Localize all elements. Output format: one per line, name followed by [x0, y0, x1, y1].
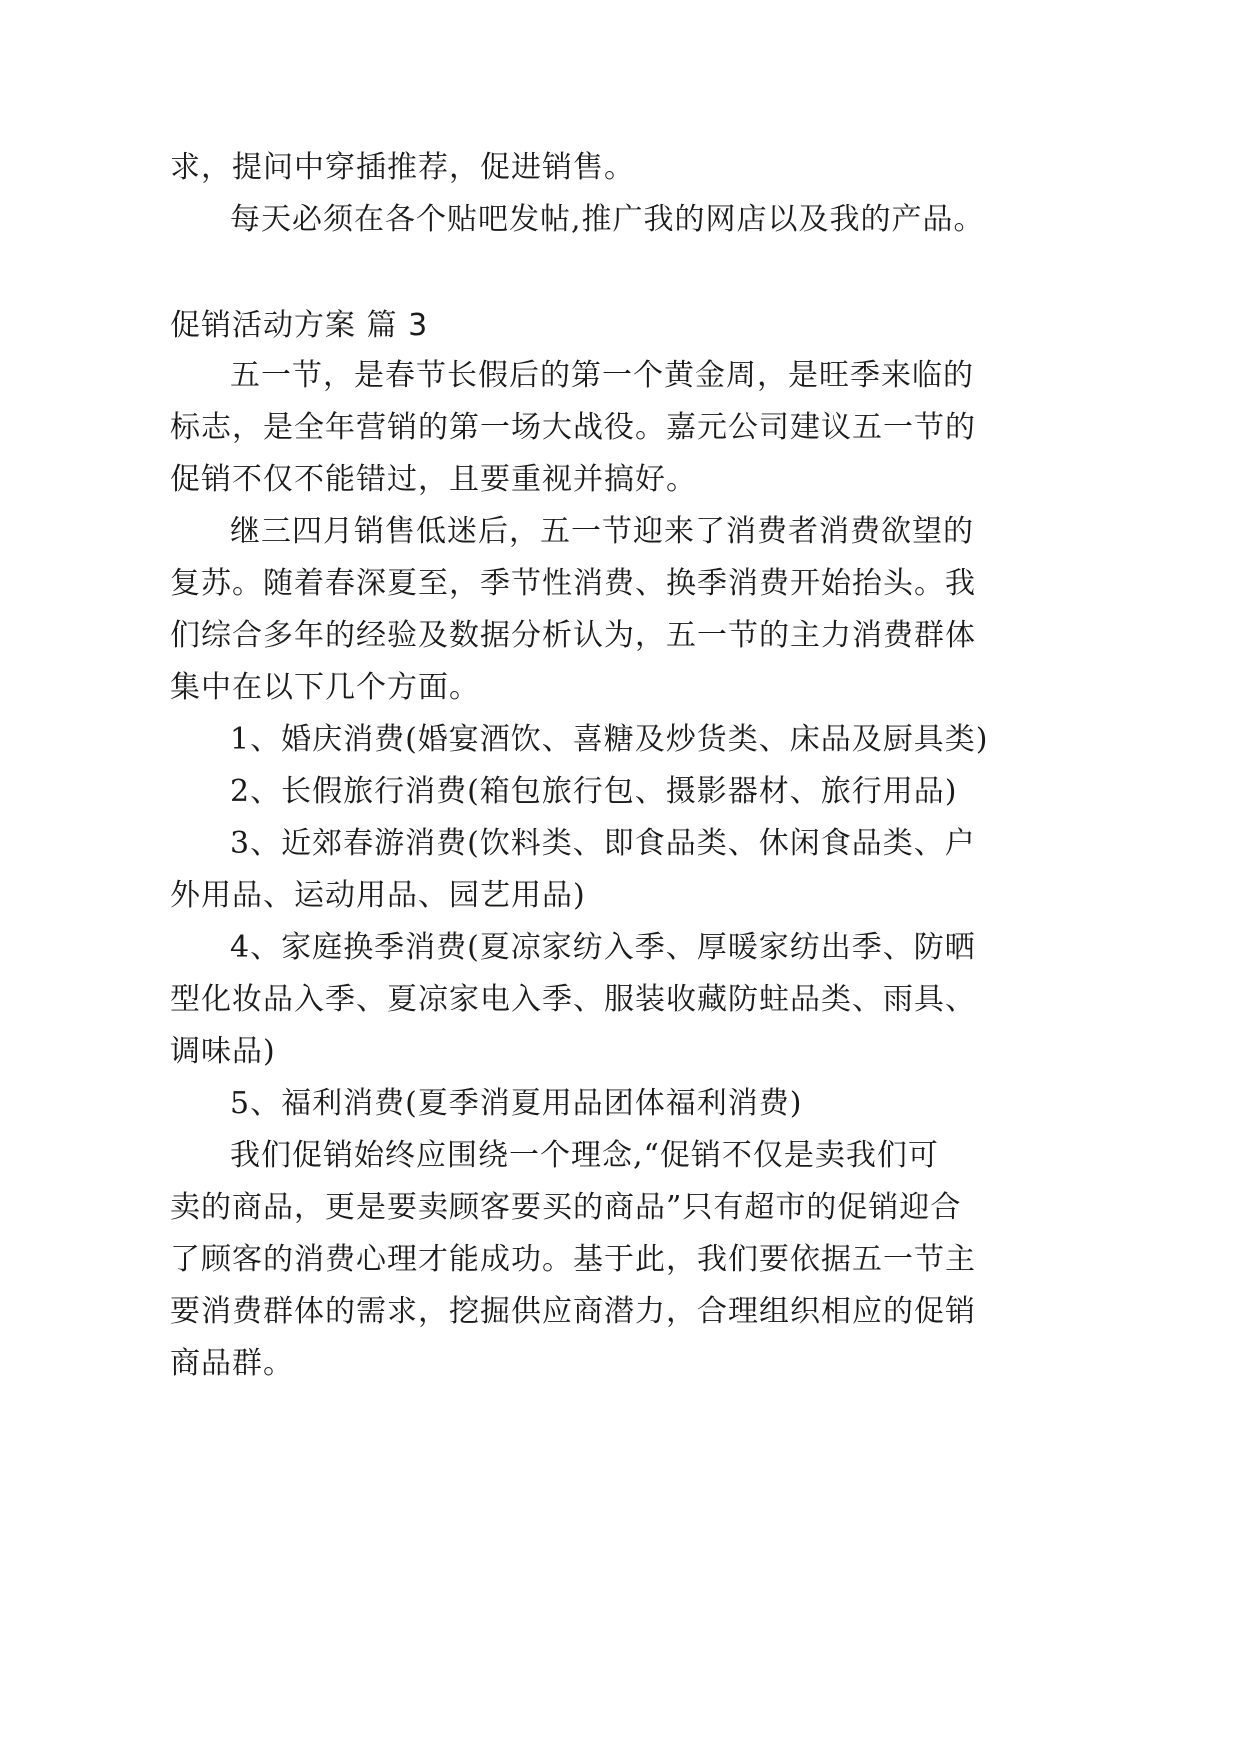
- text-line: 五一节，是春节长假后的第一个黄金周，是旺季来临的: [230, 358, 974, 393]
- text-line: 外用品、运动用品、园艺用品): [170, 878, 586, 913]
- text-line: 每天必须在各个贴吧发帖,推广我的网店以及我的产品。: [230, 202, 985, 237]
- text-line: 们综合多年的经验及数据分析认为，五一节的主力消费群体: [170, 618, 976, 653]
- text-line: 标志，是全年营销的第一场大战役。嘉元公司建议五一节的: [170, 410, 976, 445]
- text-line: 要消费群体的需求，挖掘供应商潜力，合理组织相应的促销: [170, 1294, 976, 1329]
- list-item: 3、近郊春游消费(饮料类、即食品类、休闲食品类、户: [230, 826, 976, 861]
- text-line: 了顾客的消费心理才能成功。基于此，我们要依据五一节主: [170, 1242, 976, 1277]
- text-line: 调味品): [170, 1034, 276, 1069]
- list-item: 5、福利消费(夏季消夏用品团体福利消费): [230, 1086, 803, 1121]
- text-line: 复苏。随着春深夏至，季节性消费、换季消费开始抬头。我: [170, 566, 976, 601]
- text-line: 商品群。: [170, 1346, 294, 1381]
- text-line: 求，提问中穿插推荐，促进销售。: [170, 150, 635, 185]
- text-line: 继三四月销售低迷后，五一节迎来了消费者消费欲望的: [230, 514, 974, 549]
- text-line: 卖的商品，更是要卖顾客要买的商品”只有超市的促销迎合: [170, 1190, 962, 1225]
- list-item: 4、家庭换季消费(夏凉家纺入季、厚暖家纺出季、防晒: [230, 930, 976, 965]
- text-line: 我们促销始终应围绕一个理念,“促销不仅是卖我们可: [230, 1138, 939, 1173]
- text-line: 型化妆品入季、夏凉家电入季、服装收藏防蛀品类、雨具、: [170, 982, 976, 1017]
- text-line: 集中在以下几个方面。: [170, 670, 480, 705]
- text-line: 促销不仅不能错过，且要重视并搞好。: [170, 462, 697, 497]
- list-item: 2、长假旅行消费(箱包旅行包、摄影器材、旅行用品): [230, 774, 958, 809]
- section-heading: 促销活动方案 篇 3: [170, 308, 429, 343]
- list-item: 1、婚庆消费(婚宴酒饮、喜糖及炒货类、床品及厨具类): [230, 722, 989, 757]
